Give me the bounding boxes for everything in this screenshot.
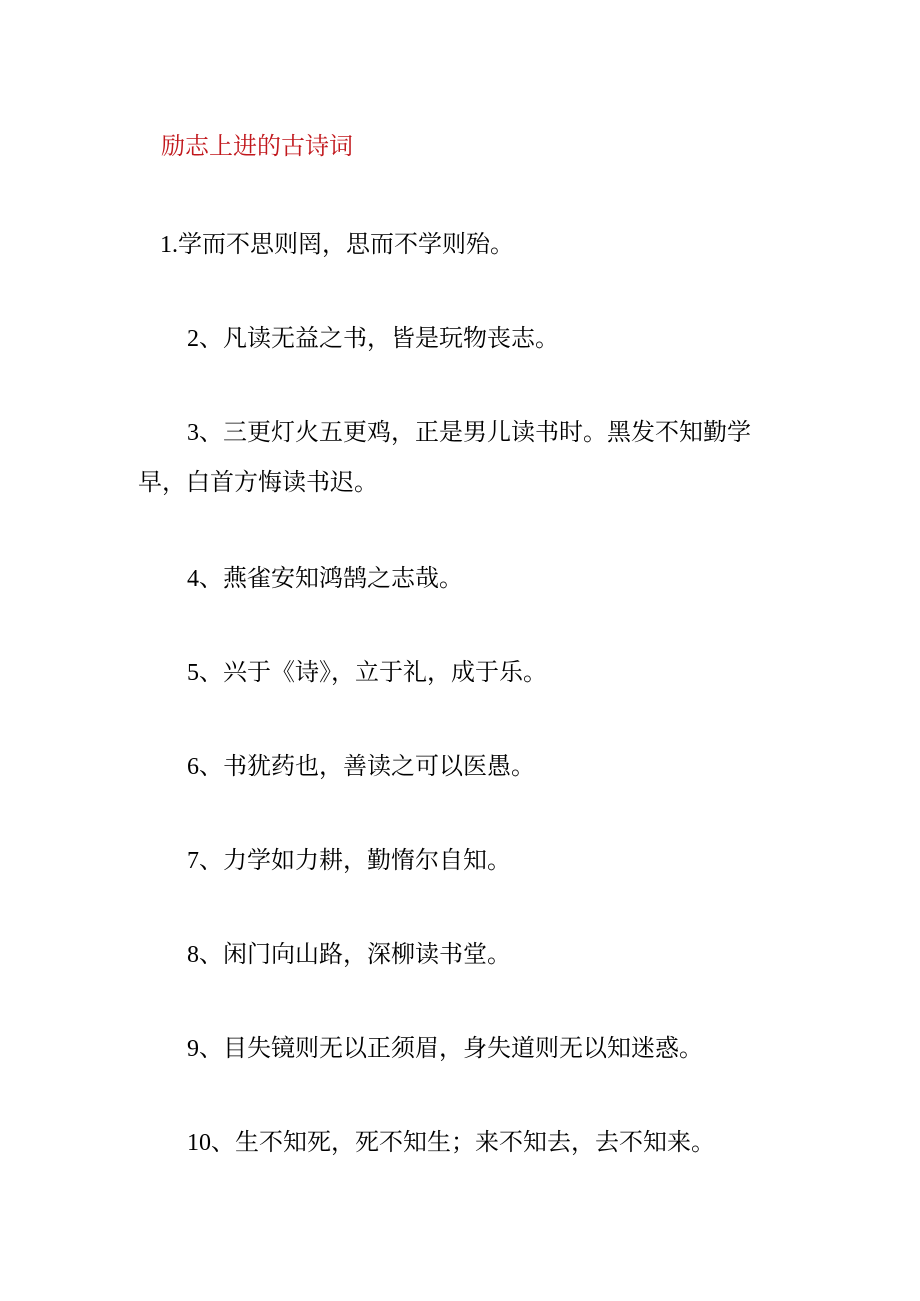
list-item (187, 562, 463, 595)
item-text: 学而不思则罔，思而不学则殆。 (178, 230, 514, 258)
item-text: 、兴于《诗》，立于礼，成于乐。 (199, 658, 547, 686)
item-number: 6 (187, 754, 199, 780)
item-text: 、闲门向山路，深柳读书堂。 (199, 940, 511, 968)
item-text: 、三更灯火五更鸡，正是男儿读书时。黑发不知勤学 (199, 418, 751, 446)
item-text: 、生不知死，死不知生；来不知去，去不知来。 (211, 1128, 715, 1156)
list-item (187, 416, 751, 449)
item-number: 7 (187, 848, 199, 874)
list-item (187, 322, 559, 355)
item-number: 9 (187, 1036, 199, 1062)
item-text: 、目失镜则无以正须眉，身失道则无以知迷惑。 (199, 1034, 703, 1062)
item-number: 1. (160, 232, 178, 258)
item-number: 2 (187, 326, 199, 352)
list-item (187, 1126, 715, 1159)
list-item (160, 228, 514, 261)
item-number: 3 (187, 420, 199, 446)
list-item-continuation: 早，白首方悔读书迟。 (138, 468, 378, 496)
item-number: 5 (187, 660, 199, 686)
item-number: 10 (187, 1130, 211, 1156)
list-item (187, 656, 547, 689)
list-item (187, 1032, 703, 1065)
list-item (187, 844, 511, 877)
list-item (187, 750, 535, 783)
item-text: 、力学如力耕，勤惰尔自知。 (199, 846, 511, 874)
list-item (187, 938, 511, 971)
item-text: 、书犹药也，善读之可以医愚。 (199, 752, 535, 780)
item-text: 、凡读无益之书，皆是玩物丧志。 (199, 324, 559, 352)
item-text: 、燕雀安知鸿鹄之志哉。 (199, 564, 463, 592)
item-number: 4 (187, 566, 199, 592)
document-title: 励志上进的古诗词 (161, 132, 353, 160)
item-number: 8 (187, 942, 199, 968)
